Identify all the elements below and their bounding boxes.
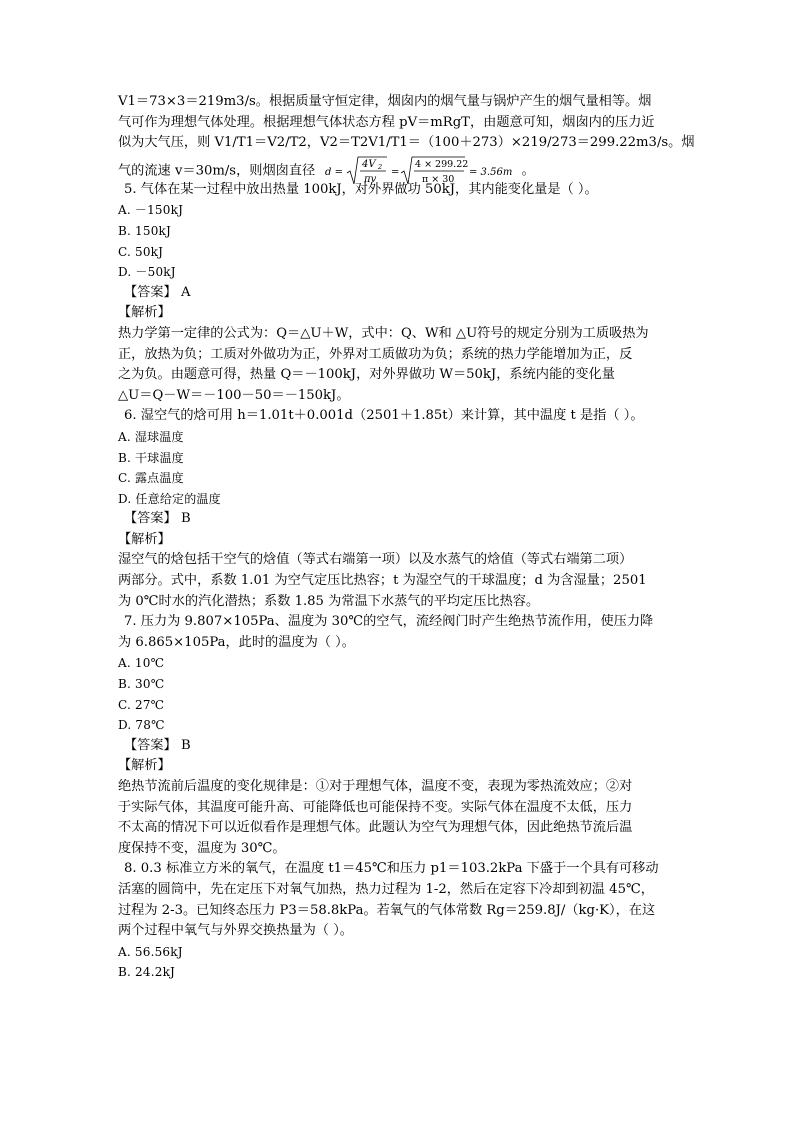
formula-den2: π × 30 xyxy=(422,173,455,185)
intro-line-3: 似为大气压，则 V1/T1＝V2/T2，V2＝T2V1/T1＝（100＋273）×219/273＝299.22m3/s。烟 xyxy=(118,135,695,151)
formula-lhs: d = xyxy=(325,166,344,178)
q6-analysis-title: 【解析】 xyxy=(118,531,171,547)
q8-option-b: B. 24.2kJ xyxy=(118,965,176,980)
q8-stem-line-4: 两个过程中氧气与外界交换热量为（ ）。 xyxy=(118,923,353,939)
q6-analysis-line-1: 湿空气的焓包括干空气的焓值（等式右端第一项）以及水蒸气的焓值（等式右端第二项） xyxy=(118,552,633,568)
q6-option-a: A. 湿球温度 xyxy=(118,429,184,444)
q5-option-d: D. －50kJ xyxy=(118,265,176,280)
q6-option-c: C. 露点温度 xyxy=(118,471,184,486)
q5-analysis-line-2: 正，放热为负；工质对外做功为正，外界对工质做功为负；系统的热力学能增加为正，反 xyxy=(118,346,633,362)
q5-option-a: A. －150kJ xyxy=(118,203,184,218)
q7-option-b: B. 30℃ xyxy=(118,677,165,692)
q8-option-a: A. 56.56kJ xyxy=(118,944,183,959)
q7-stem-line-2: 为 6.865×105Pa，此时的温度为（ ）。 xyxy=(118,634,355,650)
q8-stem-line-2: 活塞的圆筒中，先在定压下对氧气加热，热力过程为 1-2，然后在定容下冷却到初温 45℃， xyxy=(118,881,654,897)
q7-analysis-line-3: 不太高的情况下可以近似看作是理想气体。此题认为空气为理想气体，因此绝热节流后温 xyxy=(118,820,633,836)
formula-result: = 3.56m xyxy=(469,166,513,178)
q5-analysis-line-3: 之为负。由题意可得，热量 Q＝－100kJ，对外界做功 W＝50kJ，系统内能的变化量 xyxy=(118,367,615,383)
q5-stem: 5. 气体在某一过程中放出热量 100kJ，对外界做功 50kJ，其内能变化量是（ ）。 xyxy=(124,181,598,197)
q7-analysis-line-4: 度保持不变，温度为 30℃。 xyxy=(118,840,286,856)
q5-answer: 【答案】 A xyxy=(124,284,191,300)
formula-eq: = xyxy=(391,166,400,178)
formula-num1-sub: 2 xyxy=(378,162,383,171)
q6-analysis-line-2: 两部分。式中，系数 1.01 为空气定压比热容；t 为湿空气的干球温度；d 为含湿量；2501 xyxy=(118,573,647,589)
q8-stem-line-3: 过程为 2-3。已知终态压力 P3＝58.8kPa。若氧气的气体常数 Rg＝259.8J/（kg·K），在这 xyxy=(118,902,656,918)
intro-line-4-text: 气的流速 v＝30m/s，则烟囱直径 xyxy=(118,163,316,179)
formula-num2: 4 × 299.22 xyxy=(415,158,469,170)
q6-option-b: B. 干球温度 xyxy=(118,450,184,465)
q5-option-b: B. 150kJ xyxy=(118,223,172,238)
q8-stem-line-1: 8. 0.3 标准立方米的氧气，在温度 t1＝45℃和压力 p1＝103.2kPa 下盛于一个具有可移动 xyxy=(124,861,659,877)
intro-line-4 xyxy=(118,154,680,185)
q6-stem: 6. 湿空气的焓可用 h＝1.01t＋0.001d（2501＋1.85t）来计算，其中温度 t 是指（ ）。 xyxy=(124,408,644,424)
chimney-diameter-formula xyxy=(323,154,513,188)
intro-line-2: 气可作为理想气体处理。根据理想气体状态方程 pV＝mRgT，由题意可知，烟囱内的压力近 xyxy=(118,114,655,130)
document-page xyxy=(118,92,695,983)
q5-analysis-title: 【解析】 xyxy=(118,305,171,321)
q5-analysis-line-4: △U＝Q－W＝－100－50＝－150kJ。 xyxy=(118,387,350,403)
q5-analysis-line-1: 热力学第一定律的公式为：Q＝△U＋W，式中：Q、W和 △U符号的规定分别为工质吸热为 xyxy=(118,325,649,341)
q5-option-c: C. 50kJ xyxy=(118,244,164,259)
intro-line-1: V1＝73×3＝219m3/s。根据质量守恒定律，烟囱内的烟气量与锅炉产生的烟气量相等。烟 xyxy=(118,94,652,109)
q7-stem-line-1: 7. 压力为 9.807×105Pa、温度为 30℃的空气，流经阀门时产生绝热节流作用，使压力降 xyxy=(124,614,654,630)
formula-den1: πv xyxy=(364,173,377,185)
q7-option-c: C. 27℃ xyxy=(118,697,165,712)
formula-num1: 4V xyxy=(362,158,376,170)
q6-answer: 【答案】 B xyxy=(124,511,191,527)
intro-line-4-end: 。 xyxy=(521,163,535,179)
q7-answer: 【答案】 B xyxy=(124,737,191,753)
q7-analysis-line-1: 绝热节流前后温度的变化规律是：①对于理想气体，温度不变，表现为零热流效应；②对 xyxy=(118,779,633,794)
q7-analysis-line-2: 于实际气体，其温度可能升高、可能降低也可能保持不变。实际气体在温度不太低，压力 xyxy=(118,799,633,815)
q7-analysis-title: 【解析】 xyxy=(118,758,171,774)
q6-analysis-line-3: 为 0℃时水的汽化潜热；系数 1.85 为常温下水蒸气的平均定压比热容。 xyxy=(118,593,540,609)
q7-option-a: A. 10℃ xyxy=(118,656,165,671)
q7-option-d: D. 78℃ xyxy=(118,718,165,733)
q6-option-d: D. 任意给定的温度 xyxy=(118,491,221,506)
